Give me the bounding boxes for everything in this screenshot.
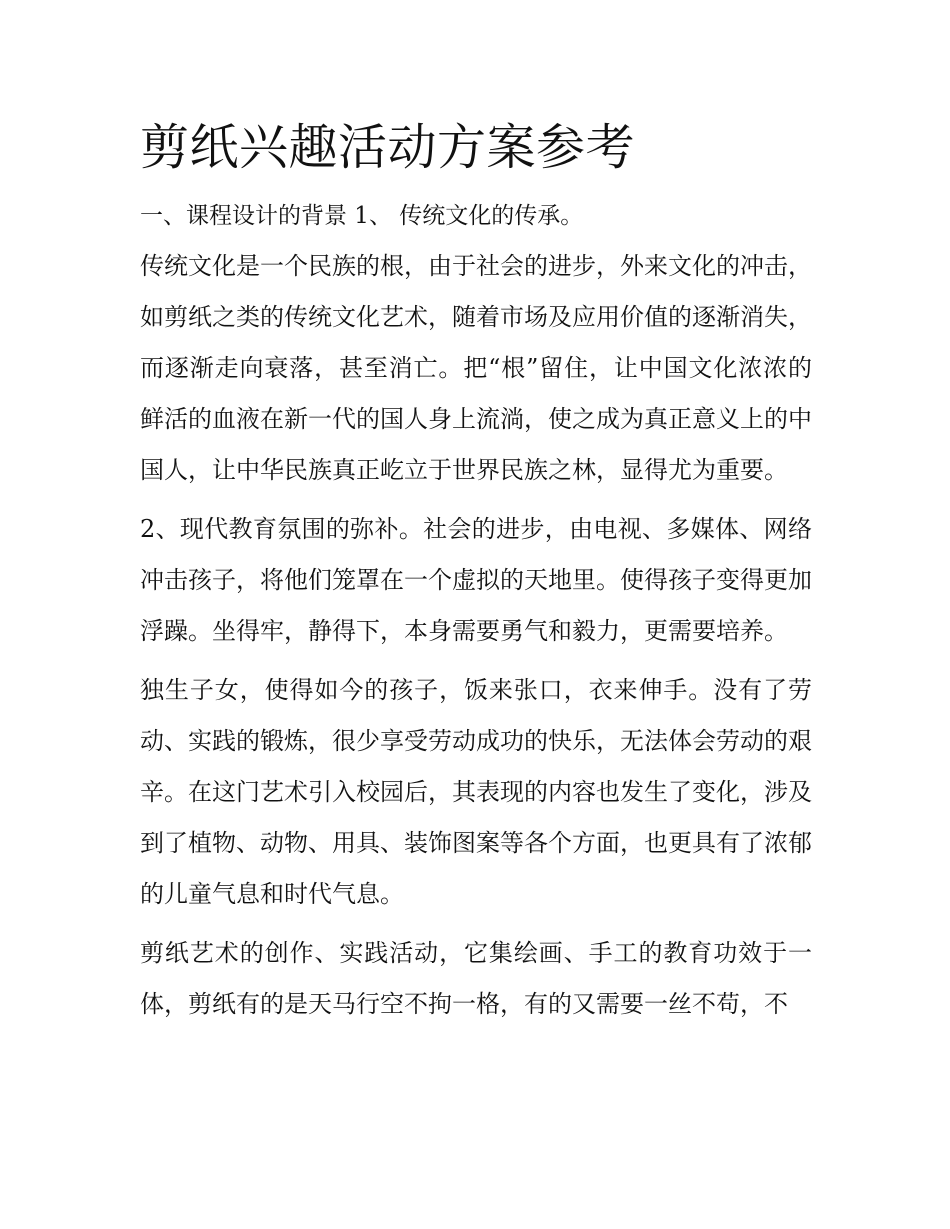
document-body (140, 112, 812, 1030)
paragraph-only-children: 独生子女，使得如今的孩子，饭来张口，衣来伸手。没有了劳动、实践的锻炼，很少享受劳动成功的快乐，无法体会劳动的艰辛。在这门艺术引入校园后，其表现的内容也发生了变化，涉及到了植物、动物、用具、装饰图案等各个方面，也更具有了浓郁的儿童气息和时代气息。 (140, 676, 812, 908)
paragraph-papercut-art: 剪纸艺术的创作、实践活动，它集绘画、手工的教育功效于一体，剪纸有的是天马行空不拘一格，有的又需要一丝不苟，不 (140, 939, 812, 1018)
document-title: 剪纸兴趣活动方案参考 (140, 119, 636, 176)
paragraph-cultural-heritage: 传统文化是一个民族的根，由于社会的进步，外来文化的冲击，如剪纸之类的传统文化艺术，随着市场及应用价值的逐渐消失，而逐渐走向衰落，甚至消亡。把“根”留住，让中国文化浓浓的鲜活的血液在新一代的国人身上流淌，使之成为真正意义上的中国人，让中华民族真正屹立于世界民族之林，显得尤为重要。 (140, 252, 812, 484)
section-heading: 一、课程设计的背景 1、 传统文化的传承。 (140, 203, 584, 229)
paragraph-modern-education: 2、现代教育氛围的弥补。社会的进步，由电视、多媒体、网络冲击孩子，将他们笼罩在一个虚拟的天地里。使得孩子变得更加浮躁。坐得牢，静得下，本身需要勇气和毅力，更需要培养。 (140, 515, 812, 645)
